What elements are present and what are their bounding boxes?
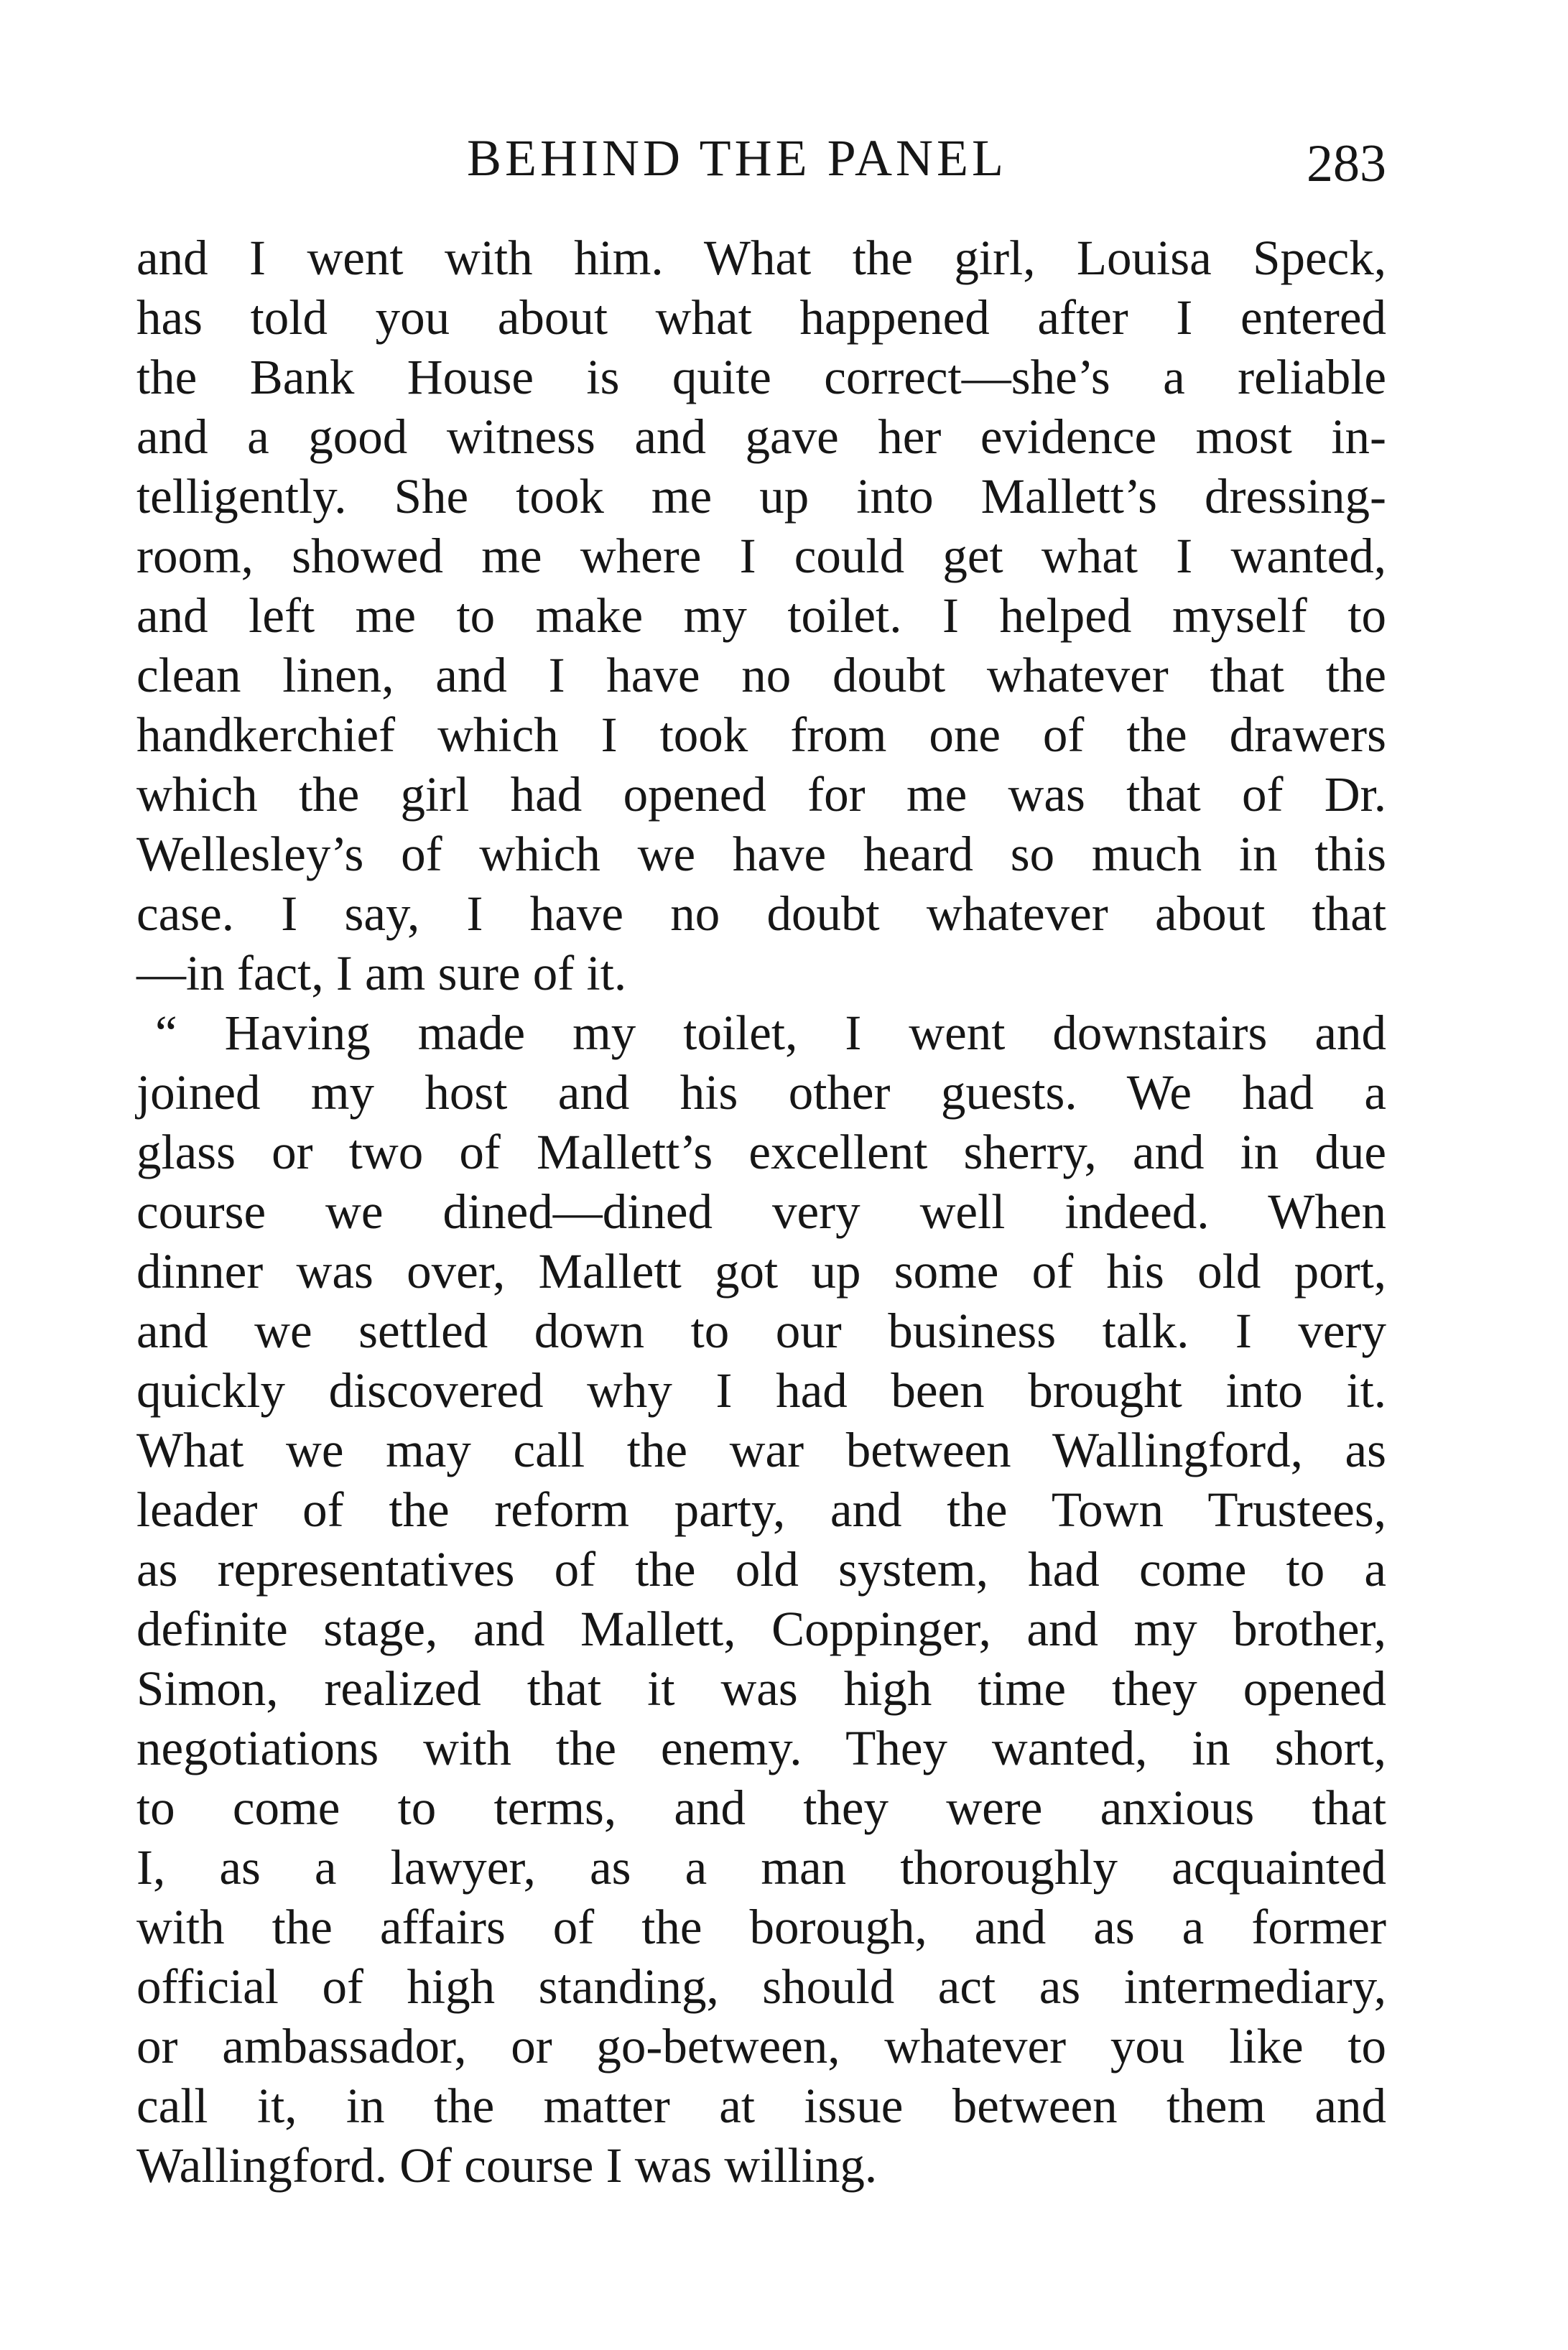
text-line: joined my host and his other guests. We had a bbox=[136, 1065, 1386, 1120]
text-line: quickly discovered why I had been brought into it. bbox=[136, 1363, 1386, 1418]
text-line: which the girl had opened for me was that of Dr. bbox=[136, 767, 1386, 822]
text-line: definite stage, and Mallett, Coppinger, and my brother, bbox=[136, 1602, 1386, 1656]
text-line: dinner was over, Mallett got up some of his old port, bbox=[136, 1244, 1386, 1299]
text-line: Simon, realized that it was high time they opened bbox=[136, 1661, 1386, 1716]
text-line: and left me to make my toilet. I helped myself to bbox=[136, 588, 1386, 643]
text-line: as representatives of the old system, had come to a bbox=[136, 1542, 1386, 1597]
running-title: BEHIND THE PANEL bbox=[467, 129, 1008, 187]
text-line: glass or two of Mallett’s excellent sherry, and in due bbox=[136, 1125, 1386, 1179]
text-line: and I went with him. What the girl, Louisa Speck, bbox=[136, 231, 1386, 285]
text-line: negotiations with the enemy. They wanted, in short, bbox=[136, 1721, 1386, 1775]
text-line: “ Having made my toilet, I went downstairs and bbox=[155, 1006, 1386, 1060]
text-line: case. I say, I have no doubt whatever about that bbox=[136, 886, 1386, 941]
text-line: with the affairs of the borough, and as a former bbox=[136, 1900, 1386, 1954]
text-line: What we may call the war between Wallingford, as bbox=[136, 1423, 1386, 1477]
text-line: has told you about what happened after I entered bbox=[136, 290, 1386, 345]
text-line: room, showed me where I could get what I wanted, bbox=[136, 529, 1386, 583]
text-line: official of high standing, should act as intermediary, bbox=[136, 1959, 1386, 2014]
text-line: the Bank House is quite correct—she’s a reliable bbox=[136, 350, 1386, 404]
text-line: leader of the reform party, and the Town Trustees, bbox=[136, 1482, 1386, 1537]
text-line: or ambassador, or go-between, whatever you like to bbox=[136, 2019, 1386, 2073]
text-line: —in fact, I am sure of it. bbox=[136, 946, 627, 1000]
page-number: 283 bbox=[1307, 134, 1386, 193]
body-text bbox=[136, 228, 1386, 2196]
text-line: I, as a lawyer, as a man thoroughly acquainted bbox=[136, 1840, 1386, 1895]
text-line: and we settled down to our business talk. I very bbox=[136, 1304, 1386, 1358]
text-line: telligently. She took me up into Mallett’s dressing- bbox=[136, 469, 1386, 524]
text-line: Wallingford. Of course I was willing. bbox=[136, 2138, 878, 2193]
text-line: Wellesley’s of which we have heard so much in this bbox=[136, 827, 1386, 881]
text-line: clean linen, and I have no doubt whatever that the bbox=[136, 648, 1386, 702]
text-line: and a good witness and gave her evidence most in- bbox=[136, 409, 1386, 464]
text-line: course we dined—dined very well indeed. When bbox=[136, 1184, 1386, 1239]
text-line: call it, in the matter at issue between them and bbox=[136, 2079, 1386, 2133]
text-line: to come to terms, and they were anxious that bbox=[136, 1780, 1386, 1835]
page-header bbox=[136, 122, 1386, 194]
text-line: handkerchief which I took from one of the drawers bbox=[136, 707, 1386, 762]
